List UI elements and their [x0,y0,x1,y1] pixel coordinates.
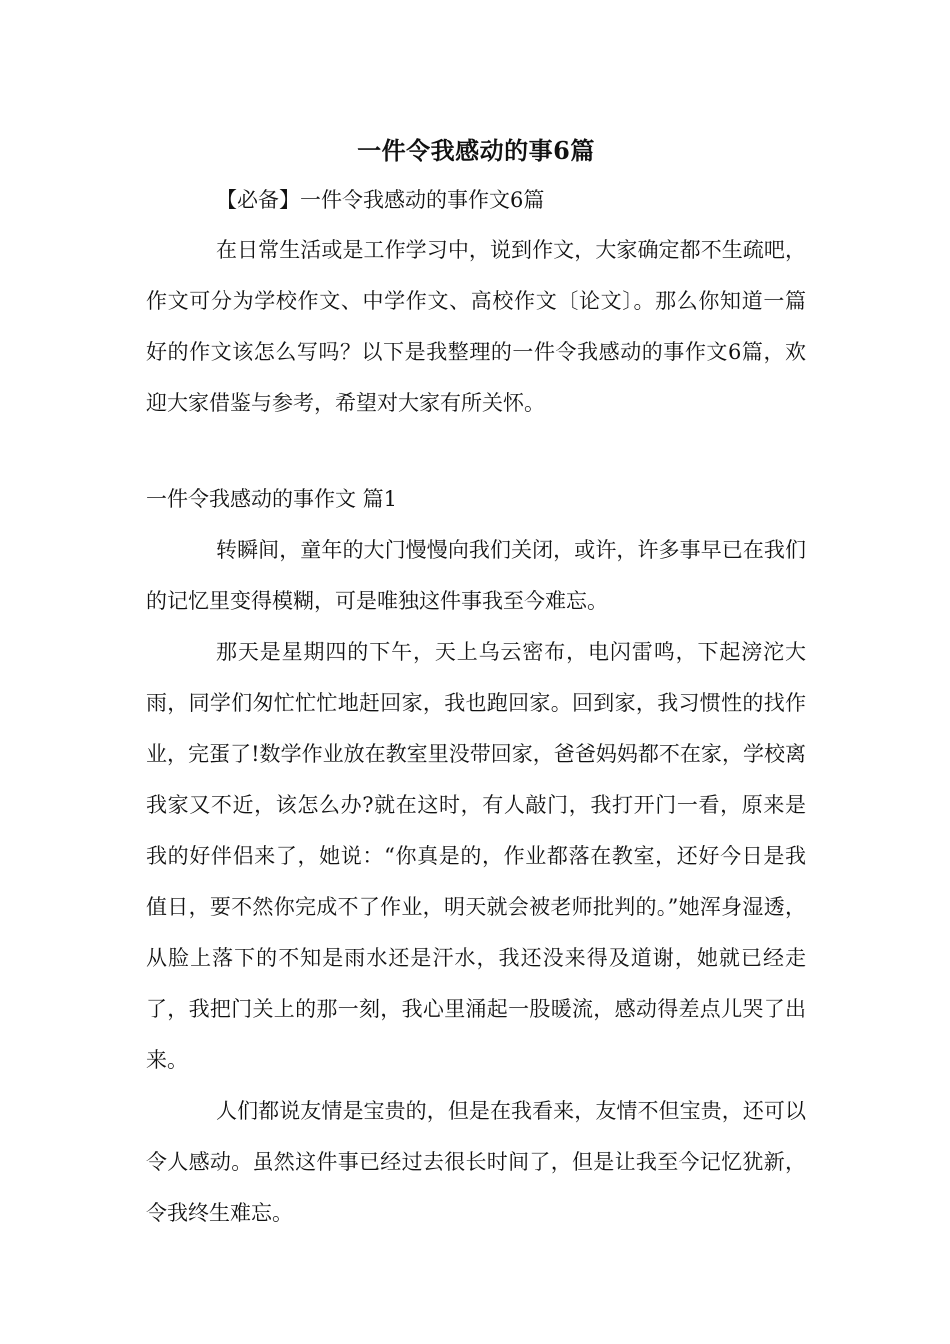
intro-section [146,225,806,429]
intro-paragraph: 在日常生活或是工作学习中，说到作文，大家确定都不生疏吧，作文可分为学校作文、中学作文、高校作文〔论文〕。那么你知道一篇好的作文该怎么写吗？以下是我整理的一件令我感动的事作文6篇，欢迎大家借鉴与参考，希望对大家有所关怀。 [146,238,806,415]
section-heading: 一件令我感动的事作文 篇1 [146,487,398,511]
body-paragraph: 转瞬间，童年的大门慢慢向我们关闭，或许，许多事早已在我们的记忆里变得模糊，可是唯独这件事我至今难忘。 [146,538,806,613]
document-title: 一件令我感动的事6篇 [357,136,595,165]
body-paragraph: 那天是星期四的下午，天上乌云密布，电闪雷鸣，下起滂沱大雨，同学们匆忙忙忙地赶回家，我也跑回家。回到家，我习惯性的找作业，完蛋了!数学作业放在教室里没带回家，爸爸妈妈都不在家，学校离我家又不近，该怎么办?就在这时，有人敲门，我打开门一看，原来是我的好伴侣来了，她说：“你真是的，作业都落在教室，还好今日是我值日，要不然你完成不了作业，明天就会被老师批判的。”她浑身湿透，从脸上落下的不知是雨水还是汗水，我还没来得及道谢，她就已经走了，我把门关上的那一刻，我心里涌起一股暖流，感动得差点儿哭了出来。 [146,640,806,1072]
body-paragraph: 人们都说友情是宝贵的，但是在我看来，友情不但宝贵，还可以令人感动。虽然这件事已经过去很长时间了，但是让我至今记忆犹新，令我终生难忘。 [146,1099,806,1225]
document-subtitle: 【必备】一件令我感动的事作文6篇 [216,188,545,212]
essay-body [146,525,806,1239]
